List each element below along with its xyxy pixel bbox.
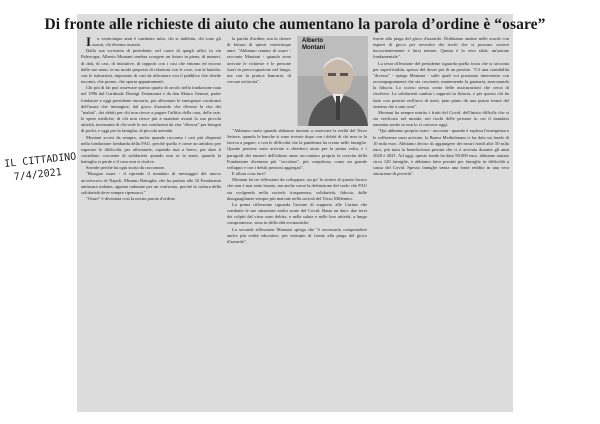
article-headline: Di fronte alle richieste di aiuto che aumentano la parola d’ordine è “osare”: [44, 16, 546, 33]
photo-caption: [302, 38, 325, 52]
paragraph: fronte alla piaga del gioco d'azzardo. Dobbiamo andare nelle scuole con esperti di gioco per avvertire dei rischi che si possono correre incoscientemente e farsi tentare. Questa è la vera sfida, un'azione fondamentale".: [373, 36, 509, 60]
column-2-body: [227, 128, 367, 408]
paragraph: Sorride perché ha ogni storia da raccontare.: [86, 165, 166, 171]
drop-cap: I: [86, 34, 92, 49]
paragraph: E allora cosa fare?: [232, 171, 266, 177]
paragraph: Montani scorsi da sempre, anche quando racconta i casi più disperati nella fondazione lombarda della FAU, perché quello è come un antidoto per superare le difficoltà, per affrontarle, capendo mai a breve, per dare il contributo cosciente di solidarietà quando non se la sente, quando la battaglia si perde e il caso non si risolve.: [81, 134, 221, 165]
paragraph: La terza riflessione del presidente riguarda quella forza che si racconta per superficialità, spesso del dover poi di un prestito. "C'è una contabilità "diversa" - spiega Montani - sulle quali voi possiamo intervenire con accompagnamenti che sia cosciente, mantenendo la garanzia, assicurando la fiducia. Lo scorso stesso conto delle assicurazioni che cerca di risolvere. La solidarietà cambia i rapporti in fiducia, e per questo chi ha fatto con prestito nell'arco di mesi, pian piano dà una prima forma del sistema che a una cosa".: [373, 60, 509, 109]
newspaper-clipping: [44, 14, 546, 412]
caption-first-name: Alberto: [302, 38, 323, 44]
paragraph: la parola d'ordine, ma la chiave di lettura di questi venticinque anni. "Abbiamo tentato di osare - racconta Montani - quando sono arrivate le richieste e le persone fuori in preoccupazione nel lungo, ma con la pratica bancaria, di cercare un'uscita".: [227, 36, 291, 85]
paragraph: "Bisogna osare - il riprende il mandato di messaggio del nuovo arcivescovo di Napoli, Mimmo Battaglia, che ha parlato alle 32 Fondazioni antiusura italiane, appena radunate per un confronto, perché la cultura della solidarietà deve sempre ripensarsi.": [81, 171, 221, 195]
paragraph: La seconda riflessione Montani spiega che "è necessario comprendere anche più realtà educative, per esempio di fronte alla piaga del gioco d'azzardo".: [227, 226, 367, 244]
paragraph: "Qui abbiamo proprio osato - racconta - quando è esplosa l'emergenza e le sofferenze sono arrivate, la Banca Mediolanum ci ha dato un fondo di 10 mila euro. Abbiamo deciso di aggiungere dei nostri fondi altri 50 mila euro, più tutta la beneficienza privata che ci è arrivata durante gli anni 2020 e 2021. Ad oggi, questo fondo ha dato 90.000 euro, abbiamo aiutato circa 120 famiglie, e abbiamo fatto prestiti per famiglie in difficoltà a causa del Covid. Spesso famiglie senza una fonte reddito in una vera situazione di povertà".: [373, 128, 509, 177]
portrait-photo: [297, 36, 368, 126]
caption-last-name: Montani: [302, 45, 325, 51]
paragraph: Chi più di lui può osservare questo quarto di secolo nella fondazione nata nel 1996 dal Cardinale Dionigi Tettamanzi e da don Mauro Genoni, padre fondatore e oggi presidente onorario, per affrontare le emergenze cavalcanti dell'usura che immagine, dal gioco d'azzardo che diventa la vita dei "malati", dei debiti per chi non riesce a pagare l'affitto della casa, delle rate, le spese mediche, di chi non riesce più a mandare avanti la sua piccola attività, incessante di chi vede le sue condizioni da vita "diversa" per bisogni di pochi, e oggi per la famiglia, di piccola azienda.: [81, 85, 221, 134]
paragraph: La prima riflessione riguarda l'azione di supporto alle Caritas che combatte le sue situazioni molto acute del Covid. Basta un dato: due terzi dei colpiti dal virus sono debito, e nella salute e nelle loro attività, a lungo compromesse, sono in difficoltà economiche.: [227, 201, 367, 226]
handwritten-publication: IL CITTADINO: [3, 151, 77, 170]
handwritten-note: [4, 150, 82, 186]
paragraph: Montani ha sempre nutrito i frutti del Covid, dell'inizio difficile che si sia verificato nel mondo, nei rischi delle persone in cui il mandato aumenta anche se non lo si conosce oggi.: [373, 109, 509, 128]
article-column-1: [81, 36, 221, 408]
article-column-3: [373, 36, 509, 408]
article-column-2: [227, 36, 367, 408]
handwritten-date: 7/4/2021: [13, 167, 63, 184]
paragraph: Dalla sua scrivania di presidente, nel cuore di quegli uffici in via Paleocapa, Alberto Montani sembra scorgere un futuro in piena, di numeri, di dati, di casi, di iniziative, di rapporti con i casi che entrano ed escono dalle sue mani, in un modo preposto di relazioni con le cose, con le banche, con le istituzioni, impostato di casi da affrontare con il pubblico che chiede incontri, che preme, che sporta appuntamenti.: [81, 48, 221, 85]
paragraph: "Abbiamo osato quando abbiamo iniziato a osservare la realtà del Terzo Settore, quando le banche si sono trovate dopo con i debiti di chi non ce la faceva a pagare, e con le difficoltà che la pandemia ha creato nelle famiglie. Quante persone sono arrivate a chiederci aiuto per la prima volta, e i paragrafi dei numeri dell'ultimo anno raccontano proprio la crescita della Fondazione diventata più "circolare", più complessa, come un grande sviluppo e con i debiti preziosi aggregati".: [227, 128, 367, 170]
paragraph: I n venticinque anni è cambiato tutto, chi si indebita, chi sono gli usurai, chi diventa usuraio.: [81, 36, 221, 48]
paragraph: Montani ha tre riflessioni da sviluppare, un po' la sintesi di questo lavoro che non è mai stato basato, ma anche come la definizione del ruolo che FAU sta svolgendo nella società: trasparenza, solidarietà, fiducia, dalle disuguaglianze sempre più marcate nella società del Terzo Millennio.: [227, 177, 367, 201]
paragraph: "Osare" è diventata così la nostra parola d'ordine.: [86, 196, 176, 202]
column-2-intro: [227, 36, 291, 128]
